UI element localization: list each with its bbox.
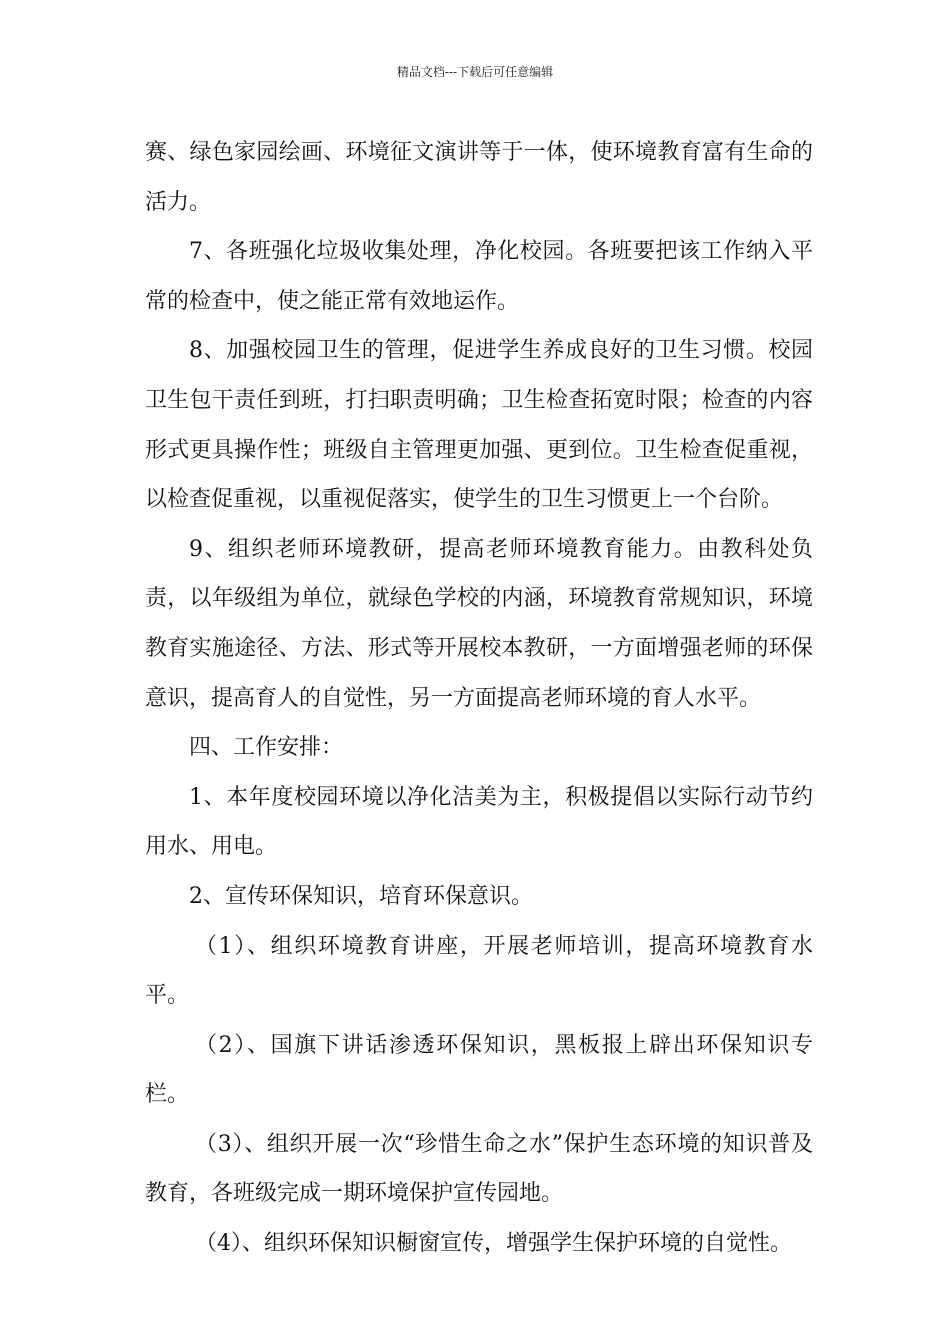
paragraph-continuation: 赛、绿色家园绘画、环境征文演讲等于一体，使环境教育富有生命的活力。 [145,140,813,215]
sub-item-4: （4）、组织环保知识橱窗宣传，增强学生保护环境的自觉性。 [195,1231,792,1257]
document-body [145,128,813,1269]
sub-item-2: （2）、国旗下讲话渗透环保知识，黑板报上辟出环保知识专栏。 [145,1032,813,1108]
paragraph-item-9: 9、组织老师环境教研，提高老师环境教育能力。由教科处负责，以年级组为单位，就绿色学校的内涵，环境教育常规知识，环境教育实施途径、方法、形式等开展校本教研，一方面增强老师的环保意识，提高育人的自觉性，另一方面提高老师环境的育人水平。 [145,536,813,711]
paragraph-item-8: 8、加强校园卫生的管理，促进学生养成良好的卫生习惯。校园卫生包干责任到班，打扫职责明确；卫生检查拓宽时限；检查的内容形式更具操作性；班级自主管理更加强、更到位。卫生检查促重视，以检查促重视，以重视促落实，使学生的卫生习惯更上一个台阶。 [145,338,813,513]
section-heading-4: 四、工作安排： [189,735,344,761]
paragraph-arrangement-2: 2、宣传环保知识，培育环保意识。 [189,883,533,909]
sub-item-1: （1）、组织环境教育讲座，开展老师培训，提高环境教育水平。 [145,933,813,1009]
sub-item-3: （3）、组织开展一次“珍惜生命之水”保护生态环境的知识普及教育，各班级完成一期环境保护宣传园地。 [145,1131,813,1207]
paragraph-item-7: 7、各班强化垃圾收集处理，净化校园。各班要把该工作纳入平常的检查中，使之能正常有效地运作。 [145,239,813,314]
page-header: 精品文档---下载后可任意编辑 [396,65,554,79]
paragraph-arrangement-1: 1、本年度校园环境以净化洁美为主，积极提倡以实际行动节约用水、用电。 [145,784,813,860]
